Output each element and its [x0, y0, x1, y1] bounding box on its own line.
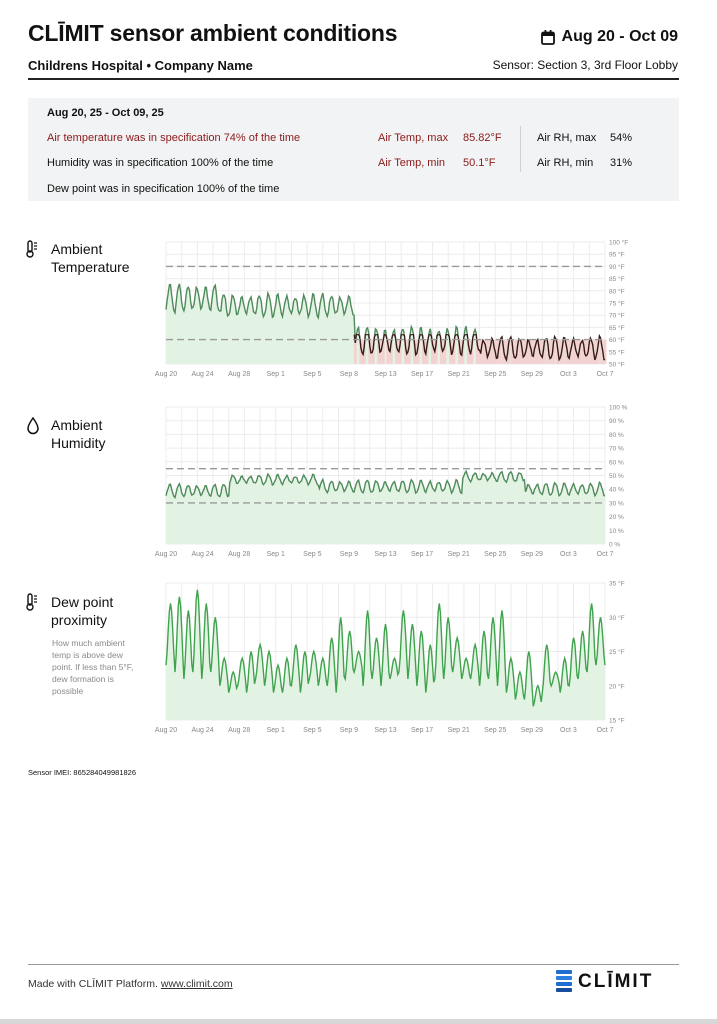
- x-tick-label: Aug 20: [154, 727, 178, 734]
- y-tick-label: 60 °F: [609, 337, 625, 345]
- logo-wordmark: CLĪMIT: [578, 971, 654, 992]
- x-tick-label: Sep 17: [410, 727, 434, 734]
- x-tick-label: Sep 25: [484, 727, 507, 734]
- x-tick-label: Aug 20: [154, 371, 178, 378]
- report-title: CLĪMIT sensor ambient conditions: [28, 20, 398, 46]
- x-tick-label: Oct 7: [596, 727, 614, 734]
- rh-max-value: 54%: [610, 132, 633, 144]
- x-tick-label: Sep 1: [266, 727, 285, 734]
- x-tick-label: Sep 21: [447, 727, 470, 734]
- footer-divider: [28, 964, 679, 965]
- temperature-label-line2: Temperature: [51, 259, 130, 275]
- y-tick-label: 75 °F: [609, 300, 625, 308]
- x-tick-label: Sep 21: [447, 371, 470, 378]
- x-tick-label: Sep 5: [303, 727, 322, 734]
- y-tick-label: 65 °F: [609, 324, 625, 332]
- sensor-location: Sensor: Section 3, 3rd Floor Lobby: [492, 58, 678, 72]
- summary-divider: [520, 126, 521, 172]
- dew-chart-label: [51, 593, 113, 629]
- footer-link[interactable]: www.climit.com: [160, 978, 233, 990]
- x-tick-label: Sep 17: [410, 551, 434, 558]
- temperature-chart: [148, 236, 638, 381]
- dew-point-chart: [148, 576, 638, 738]
- x-tick-label: Sep 1: [266, 551, 285, 558]
- x-tick-label: Sep 13: [374, 727, 397, 734]
- y-tick-label: 55 °F: [609, 349, 625, 357]
- x-tick-label: Oct 7: [596, 551, 614, 558]
- y-tick-label: 90 °F: [609, 263, 625, 271]
- x-tick-label: Sep 29: [520, 371, 543, 378]
- x-tick-label: Aug 24: [191, 551, 214, 558]
- y-tick-label: 70 %: [609, 445, 624, 453]
- air-temp-max-value: 85.82°F: [463, 132, 502, 144]
- y-tick-label: 10 %: [609, 527, 624, 535]
- x-tick-label: Aug 28: [228, 371, 251, 378]
- x-tick-label: Oct 3: [560, 727, 577, 734]
- humidity-chart: [148, 401, 638, 559]
- y-tick-label: 50 °F: [609, 361, 625, 369]
- y-tick-label: 80 °F: [609, 288, 625, 296]
- x-tick-label: Aug 24: [191, 727, 214, 734]
- x-tick-label: Sep 9: [339, 727, 359, 734]
- x-tick-label: Aug 28: [228, 727, 251, 734]
- humidity-label-line2: Humidity: [51, 435, 106, 451]
- header-divider: [28, 78, 679, 80]
- x-tick-label: Sep 1: [266, 371, 285, 378]
- x-tick-label: Sep 5: [303, 551, 322, 558]
- y-tick-label: 85 °F: [609, 276, 625, 284]
- footer-credit: [28, 978, 233, 990]
- humidity-chart-label: [51, 416, 105, 452]
- x-tick-label: Sep 29: [520, 727, 543, 734]
- dew-label-line2: proximity: [51, 612, 108, 628]
- y-tick-label: 15 °F: [609, 717, 625, 725]
- y-tick-label: 40 %: [609, 486, 624, 494]
- date-range-text: Aug 20 - Oct 09: [561, 28, 678, 45]
- y-tick-label: 100 %: [609, 404, 628, 412]
- dew-spec: Dew point was in specification 100% of the time: [47, 183, 280, 195]
- x-tick-label: Sep 9: [339, 551, 359, 558]
- y-tick-label: 20 %: [609, 514, 624, 522]
- summary-period: Aug 20, 25 - Oct 09, 25: [47, 107, 164, 119]
- y-tick-label: 50 %: [609, 473, 624, 480]
- climit-logo: [556, 970, 653, 994]
- rh-max-label: Air RH, max: [537, 132, 597, 144]
- x-tick-label: Sep 8: [339, 371, 359, 378]
- y-tick-label: 90 %: [609, 418, 624, 426]
- x-tick-label: Sep 21: [447, 551, 470, 558]
- temperature-label-line1: Ambient: [51, 241, 103, 257]
- y-tick-label: 95 °F: [609, 251, 625, 259]
- y-tick-label: 80 %: [609, 431, 624, 439]
- humidity-label-line1: Ambient: [51, 417, 103, 433]
- date-range: [541, 28, 678, 46]
- y-tick-label: 35 °F: [609, 580, 625, 588]
- calendar-icon: [541, 30, 555, 45]
- summary-panel: [28, 98, 679, 201]
- rh-min-value: 31%: [610, 157, 633, 169]
- y-tick-label: 20 °F: [609, 683, 625, 691]
- thermometer-icon: [26, 240, 40, 258]
- company-name: [28, 58, 253, 73]
- humidity-spec: Humidity was in specification 100% of the time: [47, 157, 274, 169]
- air-temp-spec: Air temperature was in specification 74% of the time: [47, 132, 301, 144]
- air-temp-max-label: Air Temp, max: [378, 132, 449, 144]
- y-tick-label: 30 %: [609, 500, 624, 508]
- logo-mark-icon: [556, 970, 572, 994]
- y-tick-label: 25 °F: [609, 649, 625, 656]
- sensor-imei: Sensor IMEI: 865284049981826: [28, 768, 136, 777]
- dew-label-line1: Dew point: [51, 594, 114, 610]
- y-tick-label: 0 %: [609, 541, 621, 549]
- x-tick-label: Sep 13: [374, 551, 397, 558]
- company-text: Childrens Hospital • Company Name: [28, 58, 253, 73]
- x-tick-label: Oct 7: [596, 371, 614, 378]
- air-temp-min-value: 50.1°F: [463, 157, 496, 169]
- x-tick-label: Aug 24: [191, 371, 214, 378]
- y-tick-label: 60 %: [609, 459, 624, 467]
- x-tick-label: Oct 3: [560, 371, 577, 378]
- y-tick-label: 30 °F: [609, 614, 625, 622]
- droplet-icon: [26, 417, 40, 435]
- x-tick-label: Sep 25: [484, 371, 507, 378]
- air-temp-min-label: Air Temp, min: [378, 157, 446, 169]
- x-tick-label: Aug 28: [228, 551, 251, 558]
- x-tick-label: Sep 5: [303, 371, 322, 378]
- y-tick-label: 100 °F: [609, 239, 629, 247]
- x-tick-label: Sep 13: [374, 371, 397, 378]
- dew-chart-note: How much ambient temp is above dew point. If less than 5°F, dew formation is possible: [52, 638, 134, 696]
- page-bottom-edge: [0, 1019, 717, 1024]
- thermometer-icon: [26, 593, 40, 611]
- temperature-chart-label: [51, 240, 130, 276]
- footer-made-with: Made with CLĪMIT Platform.: [28, 978, 158, 990]
- x-tick-label: Oct 3: [560, 551, 577, 558]
- x-tick-label: Sep 25: [484, 551, 507, 558]
- x-tick-label: Sep 17: [410, 371, 434, 378]
- x-tick-label: Aug 20: [154, 551, 178, 558]
- y-tick-label: 70 °F: [609, 312, 625, 320]
- x-tick-label: Sep 29: [520, 551, 543, 558]
- rh-min-label: Air RH, min: [537, 157, 594, 169]
